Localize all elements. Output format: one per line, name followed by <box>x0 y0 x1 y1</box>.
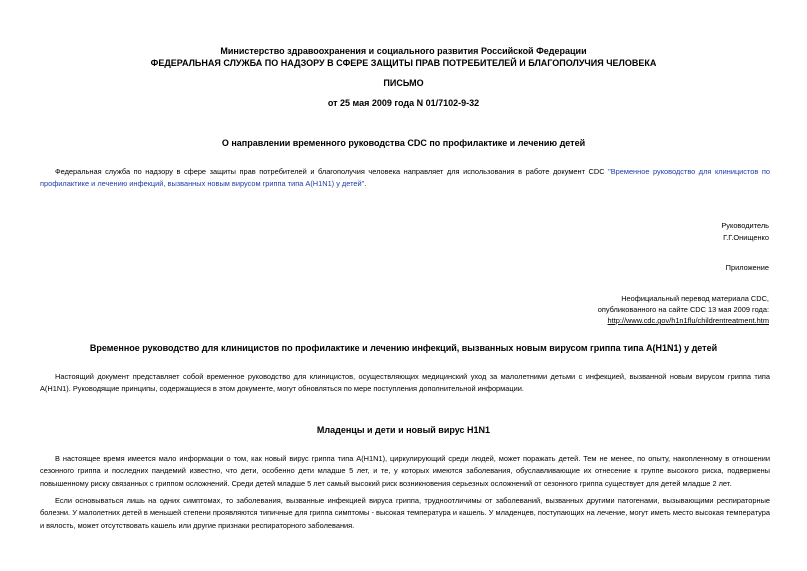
guide-title: Временное руководство для клиницистов по профилактике и лечению инфекций, вызванных новым вирусом гриппа типа A(H1N1) у детей <box>89 343 718 353</box>
section-paragraph-1 <box>40 453 770 490</box>
ministry-name: Министерство здравоохранения и социального развития Российской Федерации <box>220 46 587 56</box>
signature-position: Руководитель <box>721 221 769 230</box>
cdc-guide-link[interactable]: "Временное руководство для клиницистов по профилактике и лечению инфекций, вызванных новым вирусом гриппа типа A(H1N1) у детей" <box>40 167 770 189</box>
signature-name: Г.Г.Онищенко <box>723 233 769 242</box>
intro-text: Федеральная служба по надзору в сфере защиты прав потребителей и благополучия человека направляет для использования в работе документ CDC <box>55 167 609 176</box>
document-date-number: от 25 мая 2009 года N 01/7102-9-32 <box>327 98 480 108</box>
intro-tail: . <box>364 179 367 189</box>
section-title: Младенцы и дети и новый вирус H1N1 <box>316 425 491 435</box>
guide-intro-text: Настоящий документ представляет собой временное руководство для клиницистов, осуществляющих медицинский уход за малолетними детьми с инфекцией, вызванной новым вирусом гриппа типа A(H1N1). Руководящие принципы, содержащиеся в этом документе, могут обновляться по мере поступления дополнительной информации. <box>40 372 770 394</box>
document-type: ПИСЬМО <box>383 78 424 88</box>
translation-note-line2: опубликованного на сайте CDC 13 мая 2009 года: <box>597 305 769 314</box>
translation-note-line1: Неофициальный перевод материала CDC, <box>621 294 769 303</box>
section-paragraph-2-text: Если основываться лишь на одних симптомах, то заболевания, вызванные инфекцией вируса гриппа, трудноотличимы от заболеваний, вызванных другими патогенами, вызывающими респираторные болезни. У малолетних детей в меньшей степени проявляются типичные для гриппа симптомы - высокая температура и кашель. У младенцев, поступающих на лечение, могут иметь место высокая температура и вялость, может отсутствовать кашель или другие признаки респираторного заболевания. <box>40 496 770 530</box>
letter-subject: О направлении временного руководства CDC по профилактике и лечению детей <box>221 138 586 148</box>
appendix-label: Приложение <box>725 263 769 272</box>
service-name: ФЕДЕРАЛЬНАЯ СЛУЖБА ПО НАДЗОРУ В СФЕРЕ ЗАЩИТЫ ПРАВ ПОТРЕБИТЕЛЕЙ И БЛАГОПОЛУЧИЯ ЧЕЛОВЕКА <box>150 58 657 68</box>
section-paragraph-1-text: В настоящее время имеется мало информации о том, как новый вирус гриппа типа A(H1N1), циркулирующий среди людей, может поражать детей. Тем не менее, по опыту, накопленному в отношении сезонного гриппа и последних пандемий известно, что дети, особенно дети младше 5 лет, и те, у которых имеются заболевания, обуславливающие их отнесение к группе высокого риска, подвержены повышенному риску связанных с гриппом осложнений. Среди детей младше 5 лет самый высокий риск возникновения серьезных осложнений от сезонного гриппа существует для детей младше 2 лет. <box>40 454 770 488</box>
intro-paragraph <box>40 166 770 191</box>
guide-intro-paragraph <box>40 371 770 396</box>
cdc-url-link[interactable] <box>608 315 769 326</box>
cdc-url-text[interactable]: http://www.cdc.gov/h1n1flu/childrentreatment.htm <box>607 316 769 325</box>
section-paragraph-2 <box>40 495 770 532</box>
